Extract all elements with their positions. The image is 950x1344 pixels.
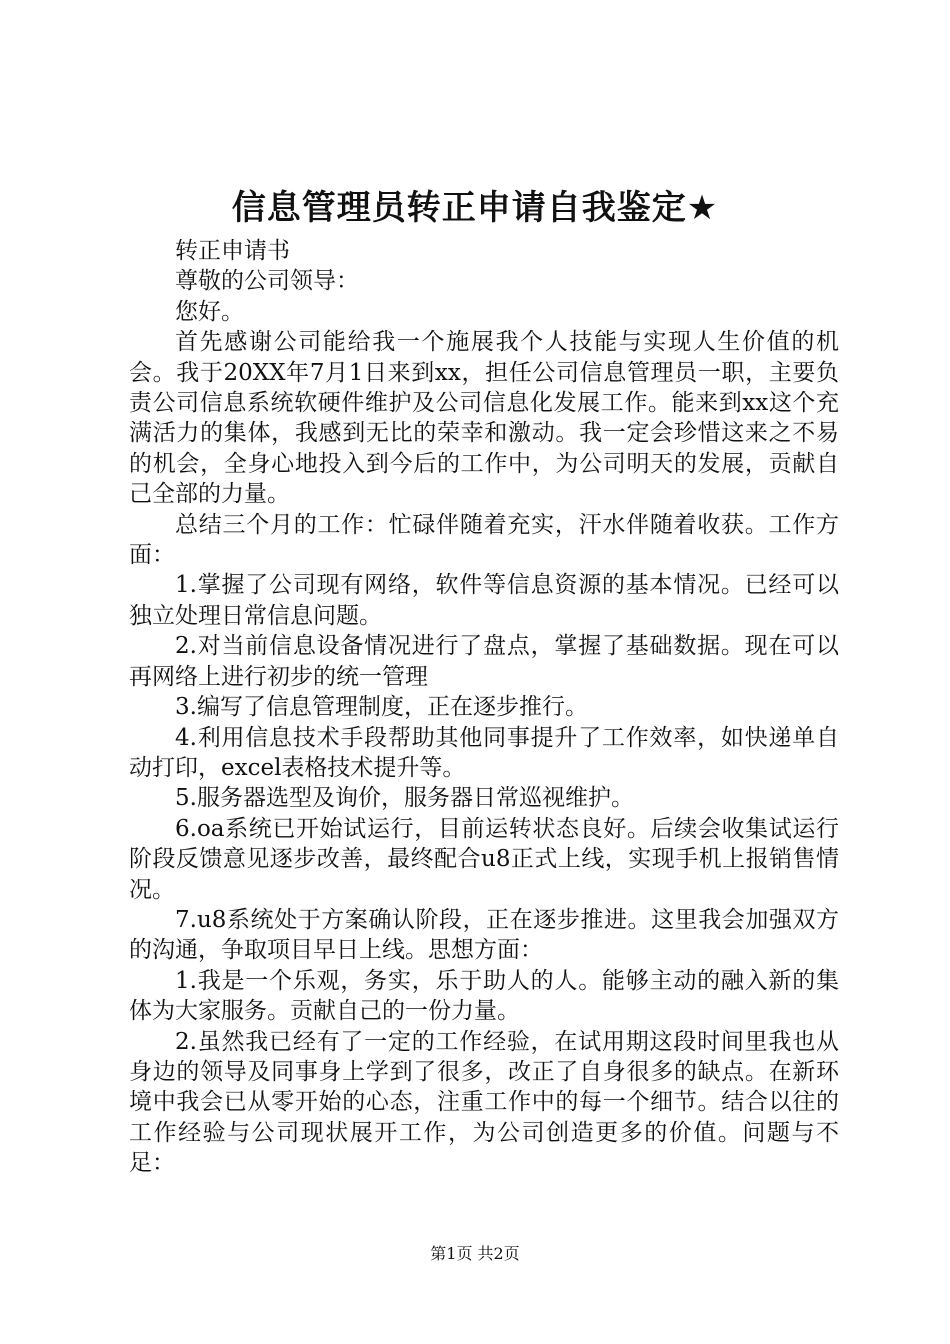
paragraph: 5.服务器选型及询价，服务器日常巡视维护。 [175,785,634,812]
paragraph: 2.对当前信息设备情况进行了盘点，掌握了基础数据。现在可以再网络上进行初步的统一管理 [129,633,839,690]
page-footer: 第1页 共2页 [430,1244,520,1263]
paragraph: 1.我是一个乐观，务实，乐于助人的人。能够主动的融入新的集体为大家服务。贡献自己的一份力量。 [129,967,839,1025]
paragraph: 总结三个月的工作：忙碌伴随着充实，汗水伴随着收获。工作方面： [129,511,839,569]
paragraph: 3.编写了信息管理制度，正在逐步推行。 [175,694,588,721]
document-body [129,236,839,1179]
paragraph: 转正申请书 [175,238,290,264]
paragraph: 您好。 [175,298,244,325]
paragraph: 1.掌握了公司现有网络，软件等信息资源的基本情况。已经可以独立处理日常信息问题。 [129,572,839,629]
document-title: 信息管理员转正申请自我鉴定★ [231,188,719,228]
paragraph: 4.利用信息技术手段帮助其他同事提升了工作效率，如快递单自动打印，excel表格技术提升等。 [129,724,839,781]
paragraph: 尊敬的公司领导： [175,268,359,295]
paragraph: 首先感谢公司能给我一个施展我个人技能与实现人生价值的机会。我于20XX年7月1日来到xx，担任公司信息管理员一职，主要负责公司信息系统软硬件维护及公司信息化发展工作。能来到xx这个充满活力的集体，我感到无比的荣幸和激动。我一定会珍惜这来之不易的机会，全身心地投入到今后的工作中，为公司明天的发展，贡献自己全部的力量。 [129,329,839,508]
paragraph: 2.虽然我已经有了一定的工作经验，在试用期这段时间里我也从身边的领导及同事身上学到了很多，改正了自身很多的缺点。在新环境中我会已从零开始的心态，注重工作中的每一个细节。结合以往的工作经验与公司现状展开工作，为公司创造更多的价值。问题与不足： [129,1028,839,1177]
paragraph: 7.u8系统处于方案确认阶段，正在逐步推进。这里我会加强双方的沟通，争取项目早日上线。思想方面： [129,906,839,964]
paragraph: 6.oa系统已开始试运行，目前运转状态良好。后续会收集试运行阶段反馈意见逐步改善，最终配合u8正式上线，实现手机上报销售情况。 [129,815,839,903]
